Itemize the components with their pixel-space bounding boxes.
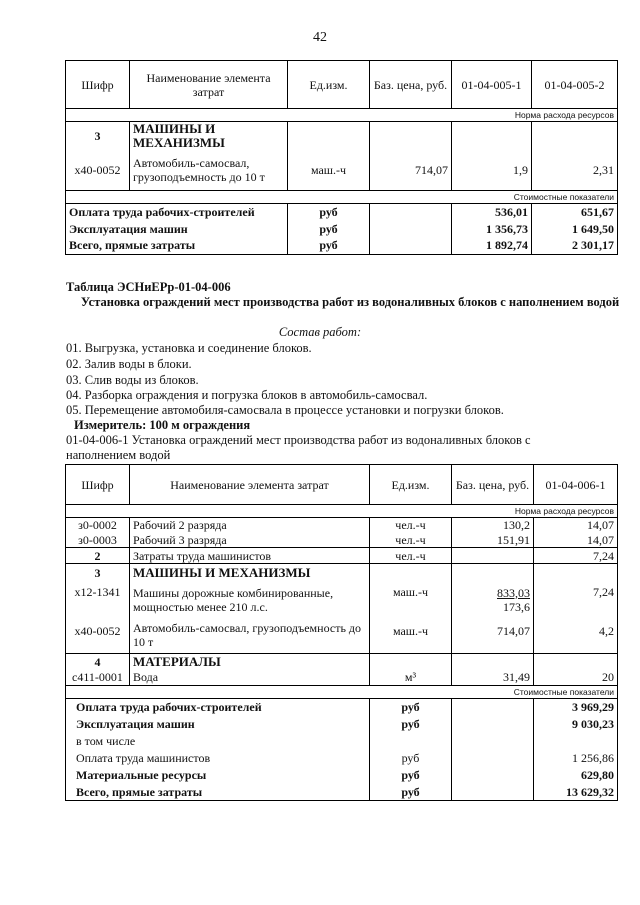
table-header-row (66, 61, 618, 109)
total-unit: руб (370, 716, 452, 733)
section-row (66, 654, 618, 670)
table-title: Таблица ЭСНиЕРр-01-04-006 (66, 280, 231, 294)
row-name: Рабочий 2 разряда (130, 518, 370, 533)
total-row (66, 767, 618, 784)
row-name: Вода (130, 670, 370, 686)
row-price: 714,07 (452, 618, 534, 654)
row-value-a: 7,24 (534, 582, 618, 618)
header-col-a: 01-04-006-1 (534, 465, 618, 505)
row-value-a: 14,07 (534, 533, 618, 548)
total-row (66, 220, 618, 237)
section-row (66, 122, 618, 151)
header-col-a: 01-04-005-1 (452, 61, 532, 109)
table-row (66, 150, 618, 190)
total-name: в том числе (66, 733, 370, 750)
row-name: Машины дорожные комбинированные, мощностью менее 210 л.с. (130, 582, 370, 618)
row-unit: маш.-ч (370, 618, 452, 654)
page-number: 42 (313, 30, 327, 45)
row-value-a: 20 (534, 670, 618, 686)
table-01-04-006 (65, 464, 618, 801)
row-code: х40-0052 (66, 618, 130, 654)
section-title: МАШИНЫ И МЕХАНИЗМЫ (130, 122, 288, 151)
total-unit (370, 733, 452, 750)
total-unit: руб (370, 750, 452, 767)
total-unit: руб (288, 220, 370, 237)
total-name: Всего, прямые затраты (66, 237, 288, 254)
total-row (66, 784, 618, 801)
total-value-a: 629,80 (534, 767, 618, 784)
total-value-a: 536,01 (452, 203, 532, 220)
section-row (66, 564, 618, 582)
row-code: з0-0002 (66, 518, 130, 533)
row-price: 833,03 (497, 585, 530, 600)
row-unit: м³ (370, 670, 452, 686)
header-price: Баз. цена, руб. (370, 61, 452, 109)
norm-label: Норма расхода ресурсов (66, 505, 618, 518)
cost-row (66, 686, 618, 699)
total-name: Оплата труда рабочих-строителей (66, 699, 370, 716)
section-title: МАТЕРИАЛЫ (130, 654, 370, 670)
item-description: 01-04-006-1 Установка ограждений мест производства работ из водоналивных блоков с наполнением водой (66, 433, 531, 462)
cost-label: Стоимостные показатели (66, 190, 618, 203)
section-number: 4 (66, 654, 130, 670)
row-price: 130,2 (452, 518, 534, 533)
total-value-a: 1 892,74 (452, 237, 532, 254)
section-number: 3 (66, 122, 130, 151)
table-row (66, 618, 618, 654)
table-01-04-005 (65, 60, 618, 255)
cost-label: Стоимостные показатели (66, 686, 618, 699)
total-row (66, 733, 618, 750)
total-row (66, 750, 618, 767)
total-value-a: 9 030,23 (534, 716, 618, 733)
table-row (66, 533, 618, 548)
section-title: МАШИНЫ И МЕХАНИЗМЫ (130, 564, 370, 582)
total-value-a (534, 733, 618, 750)
cost-row (66, 190, 618, 203)
total-row (66, 203, 618, 220)
header-unit: Ед.изм. (288, 61, 370, 109)
total-value-a: 3 969,29 (534, 699, 618, 716)
header-code: Шифр (66, 465, 130, 505)
row-number: 2 (66, 548, 130, 564)
total-name: Оплата труда рабочих-строителей (66, 203, 288, 220)
total-unit: руб (370, 767, 452, 784)
header-col-b: 01-04-005-2 (532, 61, 618, 109)
row-name: Автомобиль-самосвал, грузоподъемность до 10 т (130, 150, 288, 190)
row-unit: чел.-ч (370, 533, 452, 548)
total-value-b: 651,67 (532, 203, 618, 220)
row-code: х12-1341 (66, 582, 130, 618)
total-row (66, 237, 618, 254)
row-unit: чел.-ч (370, 548, 452, 564)
row-price: 714,07 (370, 150, 452, 190)
table-row (66, 548, 618, 564)
total-value-b: 2 301,17 (532, 237, 618, 254)
total-unit: руб (370, 699, 452, 716)
header-name: Наименование элемента затрат (130, 61, 288, 109)
row-code: з0-0003 (66, 533, 130, 548)
total-unit: руб (288, 237, 370, 254)
row-unit: маш.-ч (288, 150, 370, 190)
header-unit: Ед.изм. (370, 465, 452, 505)
norm-row (66, 109, 618, 122)
total-name: Оплата труда машинистов (66, 750, 370, 767)
section-number: 3 (66, 564, 130, 582)
row-name: Затраты труда машинистов (130, 548, 370, 564)
row-name: Автомобиль-самосвал, грузоподъемность до 10 т (130, 618, 370, 654)
total-value-a: 1 356,73 (452, 220, 532, 237)
row-price-cell (452, 582, 534, 618)
row-value-a: 4,2 (534, 618, 618, 654)
row-unit: маш.-ч (370, 582, 452, 618)
work-item: 05. Перемещение автомобиля-самосвала в процессе установки и погрузки блоков. (66, 403, 504, 417)
row-price: 151,91 (452, 533, 534, 548)
norm-label: Норма расхода ресурсов (66, 109, 618, 122)
row-value-b: 2,31 (532, 150, 618, 190)
row-name: Рабочий 3 разряда (130, 533, 370, 548)
header-code: Шифр (66, 61, 130, 109)
total-name: Эксплуатация машин (66, 220, 288, 237)
meter: Измеритель: 100 м ограждения (74, 418, 251, 432)
row-price: 31,49 (452, 670, 534, 686)
section-heading: Установка ограждений мест производства работ из водоналивных блоков с наполнением водой (80, 295, 620, 309)
row-price-secondary: 173,6 (503, 599, 530, 614)
row-code: х40-0052 (66, 150, 130, 190)
total-row (66, 699, 618, 716)
row-value-a: 14,07 (534, 518, 618, 533)
table-header-row (66, 465, 618, 505)
row-unit: чел.-ч (370, 518, 452, 533)
work-item: 01. Выгрузка, установка и соединение блоков. (66, 341, 312, 355)
total-name: Материальные ресурсы (66, 767, 370, 784)
work-item: 03. Слив воды из блоков. (66, 373, 199, 387)
total-value-b: 1 649,50 (532, 220, 618, 237)
work-item: 04. Разборка ограждения и погрузка блоков в автомобиль-самосвал. (66, 388, 428, 402)
composition-title: Состав работ: (278, 325, 362, 339)
total-value-a: 1 256,86 (534, 750, 618, 767)
total-row (66, 716, 618, 733)
table-row (66, 670, 618, 686)
total-unit: руб (288, 203, 370, 220)
table-row (66, 582, 618, 618)
norm-row (66, 505, 618, 518)
total-name: Всего, прямые затраты (66, 784, 370, 801)
row-value-a: 7,24 (534, 548, 618, 564)
total-name: Эксплуатация машин (66, 716, 370, 733)
header-price: Баз. цена, руб. (452, 465, 534, 505)
header-name: Наименование элемента затрат (130, 465, 370, 505)
total-value-a: 13 629,32 (534, 784, 618, 801)
row-code: с411-0001 (66, 670, 130, 686)
row-value-a: 1,9 (452, 150, 532, 190)
total-unit: руб (370, 784, 452, 801)
table-row (66, 518, 618, 533)
work-item: 02. Залив воды в блоки. (66, 357, 192, 371)
